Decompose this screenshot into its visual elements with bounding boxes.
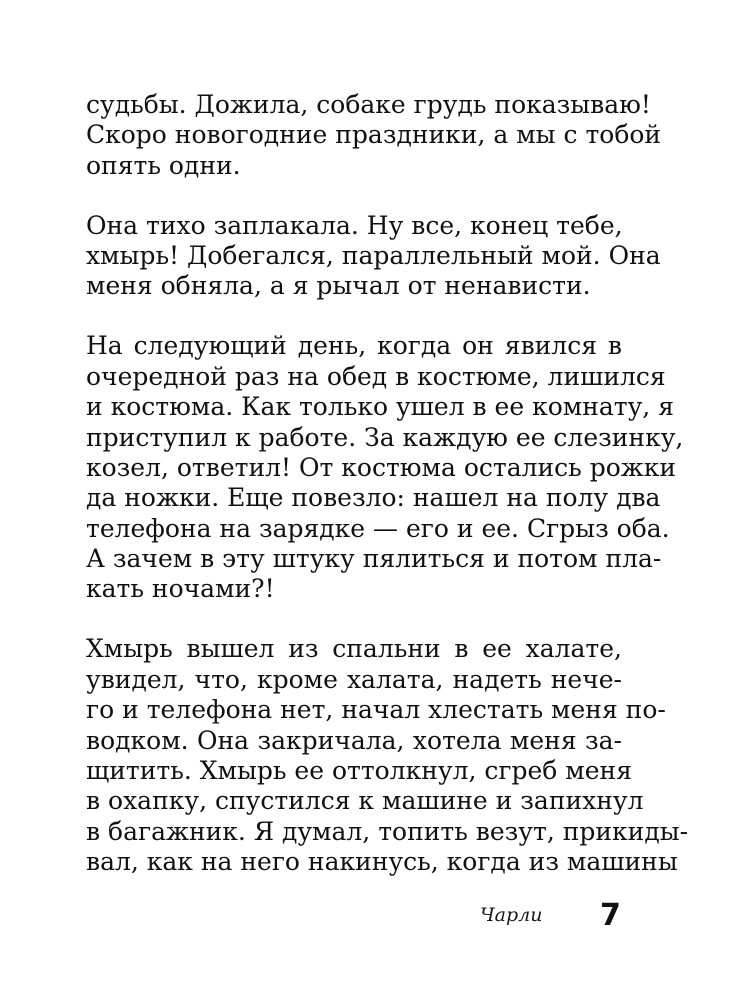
- text-line: приступил к работе. За каждую ее слезинку,: [86, 422, 684, 452]
- text-line: опять одни.: [86, 150, 241, 180]
- page-footer: [0, 900, 743, 936]
- text-line: да ножки. Еще повезло: нашел на полу два: [86, 483, 661, 513]
- running-title: Чарли: [480, 904, 543, 926]
- text-line: в багажник. Я думал, топить везут, прикиды-: [86, 816, 689, 846]
- text-line: Она тихо заплакала. Ну все, конец тебе,: [86, 210, 623, 240]
- text-line: телефона на зарядке — его и ее. Сгрыз оба.: [86, 513, 670, 543]
- body-text: [86, 90, 689, 907]
- text-line: Хмырь вышел из спальни в ее халате,: [86, 634, 622, 664]
- text-line: вал, как на него накинусь, когда из машины: [86, 847, 678, 877]
- page-number: 7: [600, 898, 621, 933]
- text-line: меня обняла, а я рычал от ненависти.: [86, 271, 591, 301]
- text-line: в охапку, спустился к машине и запихнул: [86, 786, 644, 816]
- text-line: судьбы. Дожила, собаке грудь показываю!: [86, 90, 651, 119]
- text-line: щитить. Хмырь ее оттолкнул, сгреб меня: [86, 755, 632, 785]
- text-line: го и телефона нет, начал хлестать меня по-: [86, 695, 666, 725]
- paragraph-4: [86, 634, 689, 877]
- paragraph-1: [86, 90, 662, 181]
- text-line: водком. Она закричала, хотела меня за-: [86, 725, 622, 755]
- text-line: увидел, что, кроме халата, надеть нече-: [86, 664, 622, 694]
- paragraph-3: [86, 331, 684, 605]
- paragraph-2: [86, 210, 661, 302]
- text-line: козел, ответил! От костюма остались рожки: [86, 452, 677, 482]
- text-line: кать ночами?!: [86, 574, 275, 604]
- text-line: На следующий день, когда он явился в: [86, 331, 622, 361]
- text-line: очередной раз на обед в костюме, лишился: [86, 361, 666, 391]
- text-line: А зачем в эту штуку пялиться и потом пла-: [86, 544, 662, 574]
- text-line: Скоро новогодние праздники, а мы с тобой: [86, 120, 662, 150]
- text-line: и костюма. Как только ушел в ее комнату, я: [86, 392, 674, 422]
- text-line: хмырь! Добегался, параллельный мой. Она: [86, 241, 661, 271]
